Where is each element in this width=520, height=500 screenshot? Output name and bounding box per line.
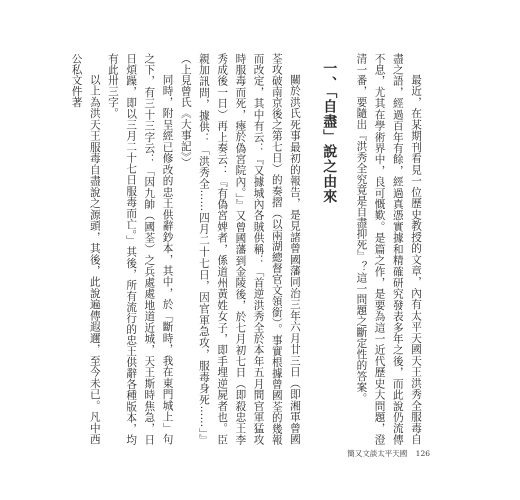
vertical-text-body: [67, 53, 425, 445]
page-number: 126: [415, 449, 430, 458]
section-heading: 一、「自盡」說之由來: [321, 61, 338, 204]
page-footer: [347, 448, 430, 459]
intro-paragraph: 最近，在某期刊看見一位歷史教授的文章，內有太平天國天王洪秀全服毒自盡之語，經過百年有餘，經過真憑實據和精確研究發表多年之後，而此說仍流傳不息，尤其在學術界中，良可慨歎。是篇之作，是要為這一近代歷史大問題，澄清一番，要隨出『洪秀全究竟是自盡抑死』？這一問題之斷定性的答案。: [355, 53, 422, 445]
body-paragraph: 關於洪氏死事最初的報告，是見諸曾國藩同治三年六月廿三日（即湘軍曾國荃攻破南京後之第七日）的奏摺（以兩湖總督官文領銜）。事實根據曾國荃的幾報而改定，其中有云：『又據城內各賊供稱：「首逆洪秀全於本年五月間官軍猛攻時服毒而死，瘞於偽宮院內。」』又曾國藩到金陵後，於七月初七日（即殺忠王李秀成後一日）再上奏云：『有偽宮婢者，係道州黃姓女子，即手埋逆屍者也。臣親加訊問，據供：「洪秀全……四月二十七日，因官軍急攻，服毒身死……」』（上見曾氏《大事記》）: [179, 53, 301, 445]
book-title: 簡又文談太平天國: [347, 449, 408, 458]
body-paragraph: 以上為洪天王服毒自盡說之源頭，其後，此說遍傳遐邇，至今未已。凡中西公私文件著: [70, 53, 101, 445]
body-paragraph: 同時，附呈經已修改的忠王供辭鈔本，其中，於「斷時，我在東門城上」句之下，有三十三字云：「因九帥（國荃）之兵處處地道近城，天王斯時焦急，日日煩躁，即以三月二十七日服毒而亡。」其後，所有流行的忠王供辭各種版本，均有此卅三字。: [106, 53, 174, 445]
